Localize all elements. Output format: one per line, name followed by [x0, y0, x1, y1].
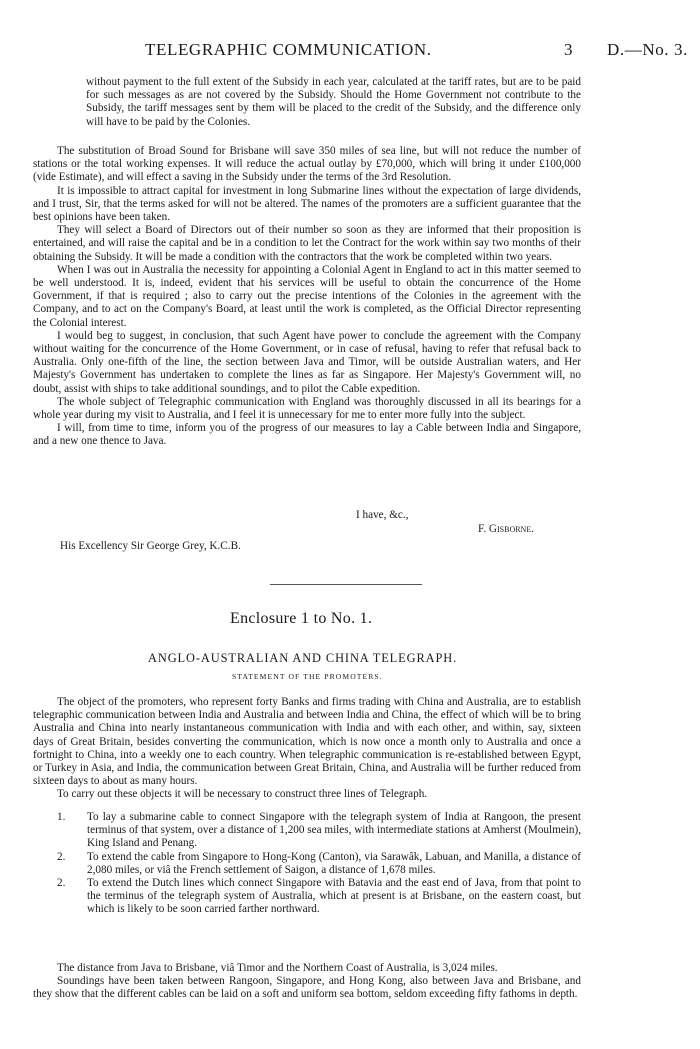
enclosure-subtitle: ANGLO-AUSTRALIAN AND CHINA TELEGRAPH.	[148, 651, 458, 665]
running-title: TELEGRAPHIC COMMUNICATION.	[145, 40, 432, 59]
letter-paragraph: It is impossible to attract capital for investment in long Submarine lines without the expectation of large dividends, and I trust, Sir, that the terms asked for will not be altered. The names of the promoters are a sufficient guarantee that the best opinions have been taken.	[33, 184, 581, 224]
list-item-number: 1.	[57, 811, 66, 823]
list-item-text: To extend the Dutch lines which connect Singapore with Batavia and the east end of Java, from that point to the terminus of the telegraph system of Australia, which at present is at Brisbane, on the eastern coast, but which is likely to be soon carried farther northward.	[87, 877, 581, 916]
closing-formula: I have, &c.,	[356, 509, 409, 521]
list-item	[33, 811, 581, 851]
letter-paragraph: I will, from time to time, inform you of the progress of our measures to lay a Cable between India and Singapore, and a new one thence to Java.	[33, 422, 581, 448]
enclosure-paragraph: To carry out these objects it will be necessary to construct three lines of Telegraph.	[57, 788, 428, 801]
enclosure-paragraph: The distance from Java to Brisbane, viâ Timor and the Northern Coast of Australia, is 3,024 miles.	[57, 962, 498, 974]
enclosure-paragraph: Soundings have been taken between Rangoon, Singapore, and Hong Kong, also between Java and Brisbane, and they show that the different cables can be laid on a soft and uniform sea bottom, seldom exceeding fifty fathoms in depth.	[33, 975, 581, 1001]
list-item-text: To extend the cable from Singapore to Hong-Kong (Canton), via Sarawâk, Labuan, and Manilla, a distance of 2,080 miles, or viâ the French settlement of Saigon, a distance of 1,678 miles.	[87, 850, 581, 876]
list-item-text: To lay a submarine cable to connect Singapore with the telegraph system of India at Rangoon, the present terminus of that system, over a distance of 1,200 sea miles, with intermediate stations at Amherst (Moulmein), King Island and Penang.	[87, 811, 582, 850]
list-item	[33, 851, 581, 877]
document-reference: D.—No. 3.	[607, 40, 688, 59]
list-item	[33, 877, 581, 917]
letter-paragraph: The substitution of Broad Sound for Brisbane will save 350 miles of sea line, but will not reduce the number of stations or the total working expenses. It will reduce the actual outlay by £70,000, which will bring it under £100,000 (vide Estimate), and will effect a saving in the Subsidy under the terms of the 3rd Resolution.	[33, 145, 581, 184]
letter-paragraph: I would beg to suggest, in conclusion, that such Agent have power to conclude the agreement with the Company without waiting for the concurrence of the Home Government, or in case of refusal, having to refer that refusal back to Australia. Only one-fifth of the line, the section between Java and Timor, will be outside Australian waters, and Her Majesty's Government has undertaken to complete the lines as far as Singapore. Her Majesty's Government will, no doubt, assist with ships to take additional soundings, and to pilot the Cable expedition.	[33, 329, 581, 395]
letter-paragraph: The whole subject of Telegraphic communication with England was thoroughly discussed in all its bearings for a whole year during my visit to Australia, and I feel it is unnecessary for me to enter more fully into the subject.	[33, 395, 581, 422]
letter-body	[33, 145, 581, 449]
section-divider	[270, 584, 422, 585]
enclosure-paragraph: The object of the promoters, who represent forty Banks and firms trading with China and Australia, are to establish telegraphic communication between India and Australia and between India and China, the effect of which will be to bring Australia and China into nearly instantaneous communication with India and with each other, and within, say, sixteen days of Great Britain, besides converting the communication, which is now once a month only to Australia and once a fortnight to China, into a weekly one to each country. When telegraphic communication is re-established between Egypt, or Turkey in Asia, and India, the communication between Great Britain, China, and Australia will be further reduced from sixteen days to about as many hours.	[33, 696, 581, 788]
list-item-number: 2.	[57, 877, 66, 890]
enclosure-closing	[33, 962, 581, 1002]
signature: F. Gisborne.	[478, 523, 535, 535]
statement-heading: STATEMENT OF THE PROMOTERS.	[232, 672, 383, 681]
letter-paragraph: They will select a Board of Directors out of their number so soon as they are informed that their proposition is entertained, and will raise the capital and be in a condition to let the Contract for the work within say two months of their obtaining the Subsidy. It will be made a condition with the contractors that the work be completed within two years.	[33, 224, 581, 263]
enclosure-body	[33, 696, 581, 802]
list-item-number: 2.	[57, 850, 66, 863]
page-number: 3	[564, 40, 574, 59]
addressee: His Excellency Sir George Grey, K.C.B.	[60, 540, 241, 552]
quoted-resolution: without payment to the full extent of the Subsidy in each year, calculated at the tariff rates, but are to be paid for such messages as are not covered by the Subsidy. Should the Home Government not contribute to the Subsidy, the tariff messages sent by them will be placed to the credit of the Subsidy, and the difference only will have to be paid by the Colonies.	[86, 76, 581, 128]
enclosure-title: Enclosure 1 to No. 1.	[230, 610, 373, 627]
telegraph-lines-list	[33, 811, 581, 917]
letter-paragraph: When I was out in Australia the necessity for appointing a Colonial Agent in England to act in this matter seemed to be well understood. It is, indeed, evident that his services will be useful to obtain the concurrence of the Home Government, if that is required ; also to carry out the precise intentions of the Colonies in the agreement with the Company, and to act on the Company's Board, at least until the work is completed, as the Official Director representing the Colonial interest.	[33, 263, 581, 329]
